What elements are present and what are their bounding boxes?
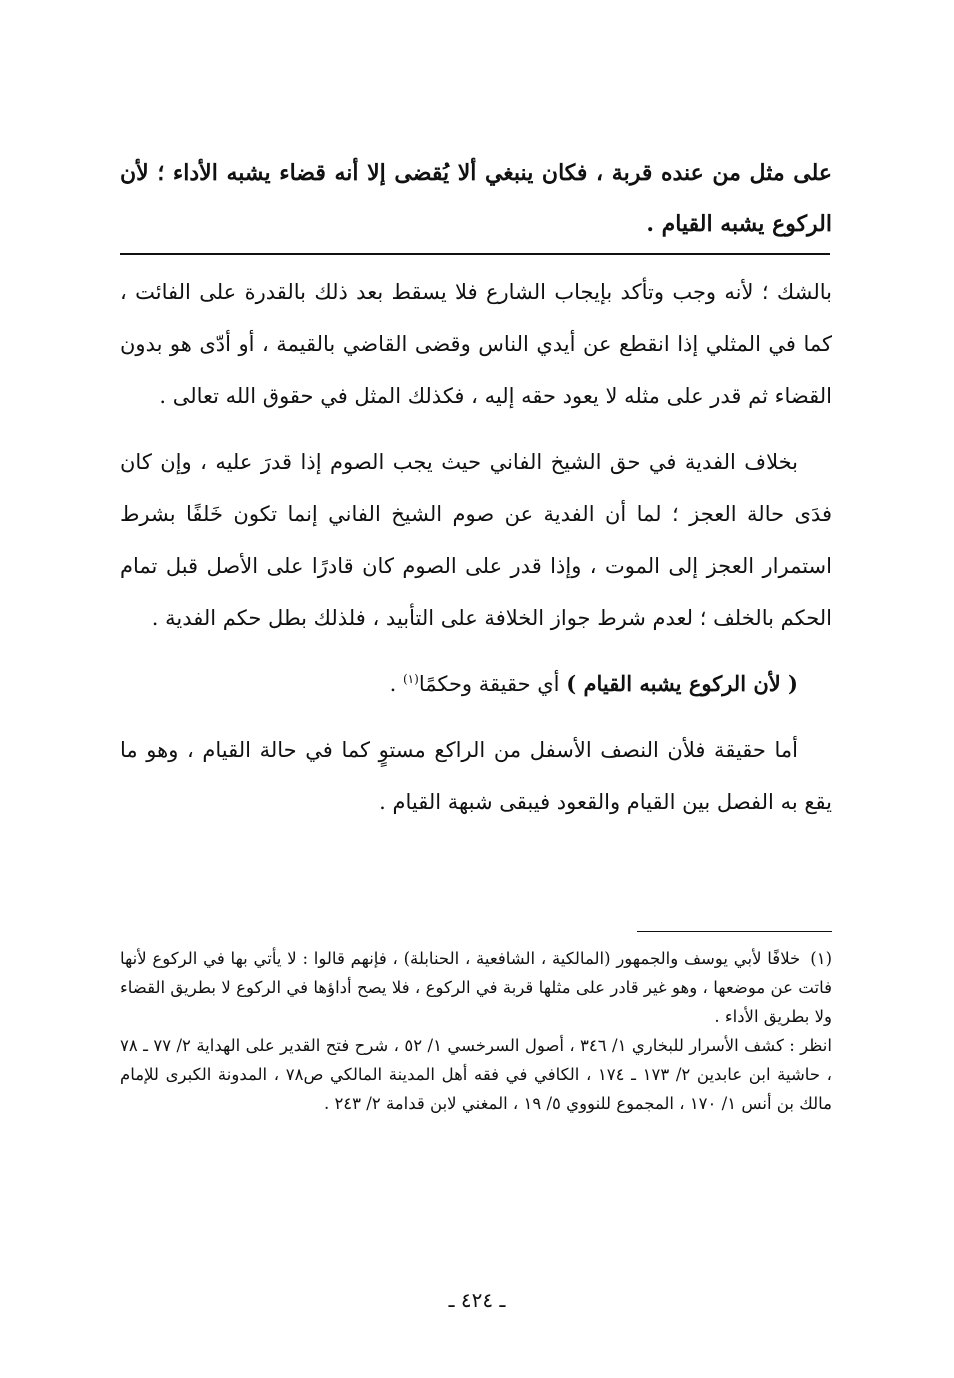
matn-paragraph: على مثل من عنده قربة ، فكان ينبغي ألا يُقضى إلا أنه قضاء يشبه الأداء ؛ لأن الركوع يشبه القيام . [120, 160, 832, 237]
commentary-paragraph-1: بالشك ؛ لأنه وجب وتأكد بإيجاب الشارع فلا يسقط بعد ذلك بالقدرة على الفائت ، كما في المثلي إذا انقطع عن أيدي الناس وقضى القاضي بالقيمة ، أو أدّى هو بدون القضاء ثم قدر على مثله لا يعود حقه إليه ، فكذلك المثل في حقوق الله تعالى . [120, 280, 832, 408]
footnote-1 [120, 944, 832, 1031]
main-separator-rule [120, 253, 830, 255]
footnote-reference[interactable]: (١) [402, 672, 419, 686]
commentary-phrase: أي حقيقة وحكمًا [418, 672, 567, 696]
footnote-references: انظر : كشف الأسرار للبخاري ١/ ٣٤٦ ، أصول السرخسي ١/ ٥٢ ، شرح فتح القدير على الهداية ٢/ ٧٧ ـ ٧٨ ، حاشية ابن عابدين ٢/ ١٧٣ ـ ١٧٤ ، الكافي في فقه أهل المدينة المالكي ص٧٨ ، المدونة الكبرى للإمام مالك بن أنس ١/ ١٧٠ ، المجموع للنووي ٥/ ١٩ ، المغني لابن قدامة ٢/ ٢٤٣ . [120, 1036, 832, 1113]
matn-text-block [120, 148, 832, 250]
commentary-text-block [120, 266, 832, 828]
commentary-phrase-end: . [389, 672, 403, 696]
footnote-separator-rule [637, 931, 832, 932]
footnote-marker: (١) [810, 949, 832, 968]
footnotes-block [120, 944, 832, 1118]
commentary-paragraph-4: أما حقيقة فلأن النصف الأسفل من الراكع مستوٍ كما في حالة القيام ، وهو ما يقع به الفصل بين القيام والقعود فيبقى شبهة القيام . [120, 738, 832, 814]
commentary-paragraph-3 [120, 658, 832, 710]
footnote-text: خلافًا لأبي يوسف والجمهور (المالكية ، الشافعية ، الحنابلة) ، فإنهم قالوا : لا يأتي بها في الركوع لأنها فاتت عن موضعها ، وهو غير قادر على مثلها قربة في الركوع ، فلا يصح أداؤها في الركوع لا بطريق القضاء ولا بطريق الأداء . [120, 949, 832, 1026]
quoted-matn-phrase: ( لأن الركوع يشبه القيام ) [566, 671, 798, 696]
commentary-paragraph-2: بخلاف الفدية في حق الشيخ الفاني حيث يجب الصوم إذا قدرَ عليه ، وإن كان فدَى حالة العجز ؛ لما أن الفدية عن صوم الشيخ الفاني إنما تكون خَلفًا بشرط استمرار العجز إلى الموت ، وإذا قدر على الصوم كان قادرًا على الأصل قبل تمام الحكم بالخلف ؛ لعدم شرط جواز الخلافة على التأبيد ، فلذلك بطل حكم الفدية . [120, 450, 832, 630]
page-number: ـ ٤٢٤ ـ [448, 1288, 506, 1312]
